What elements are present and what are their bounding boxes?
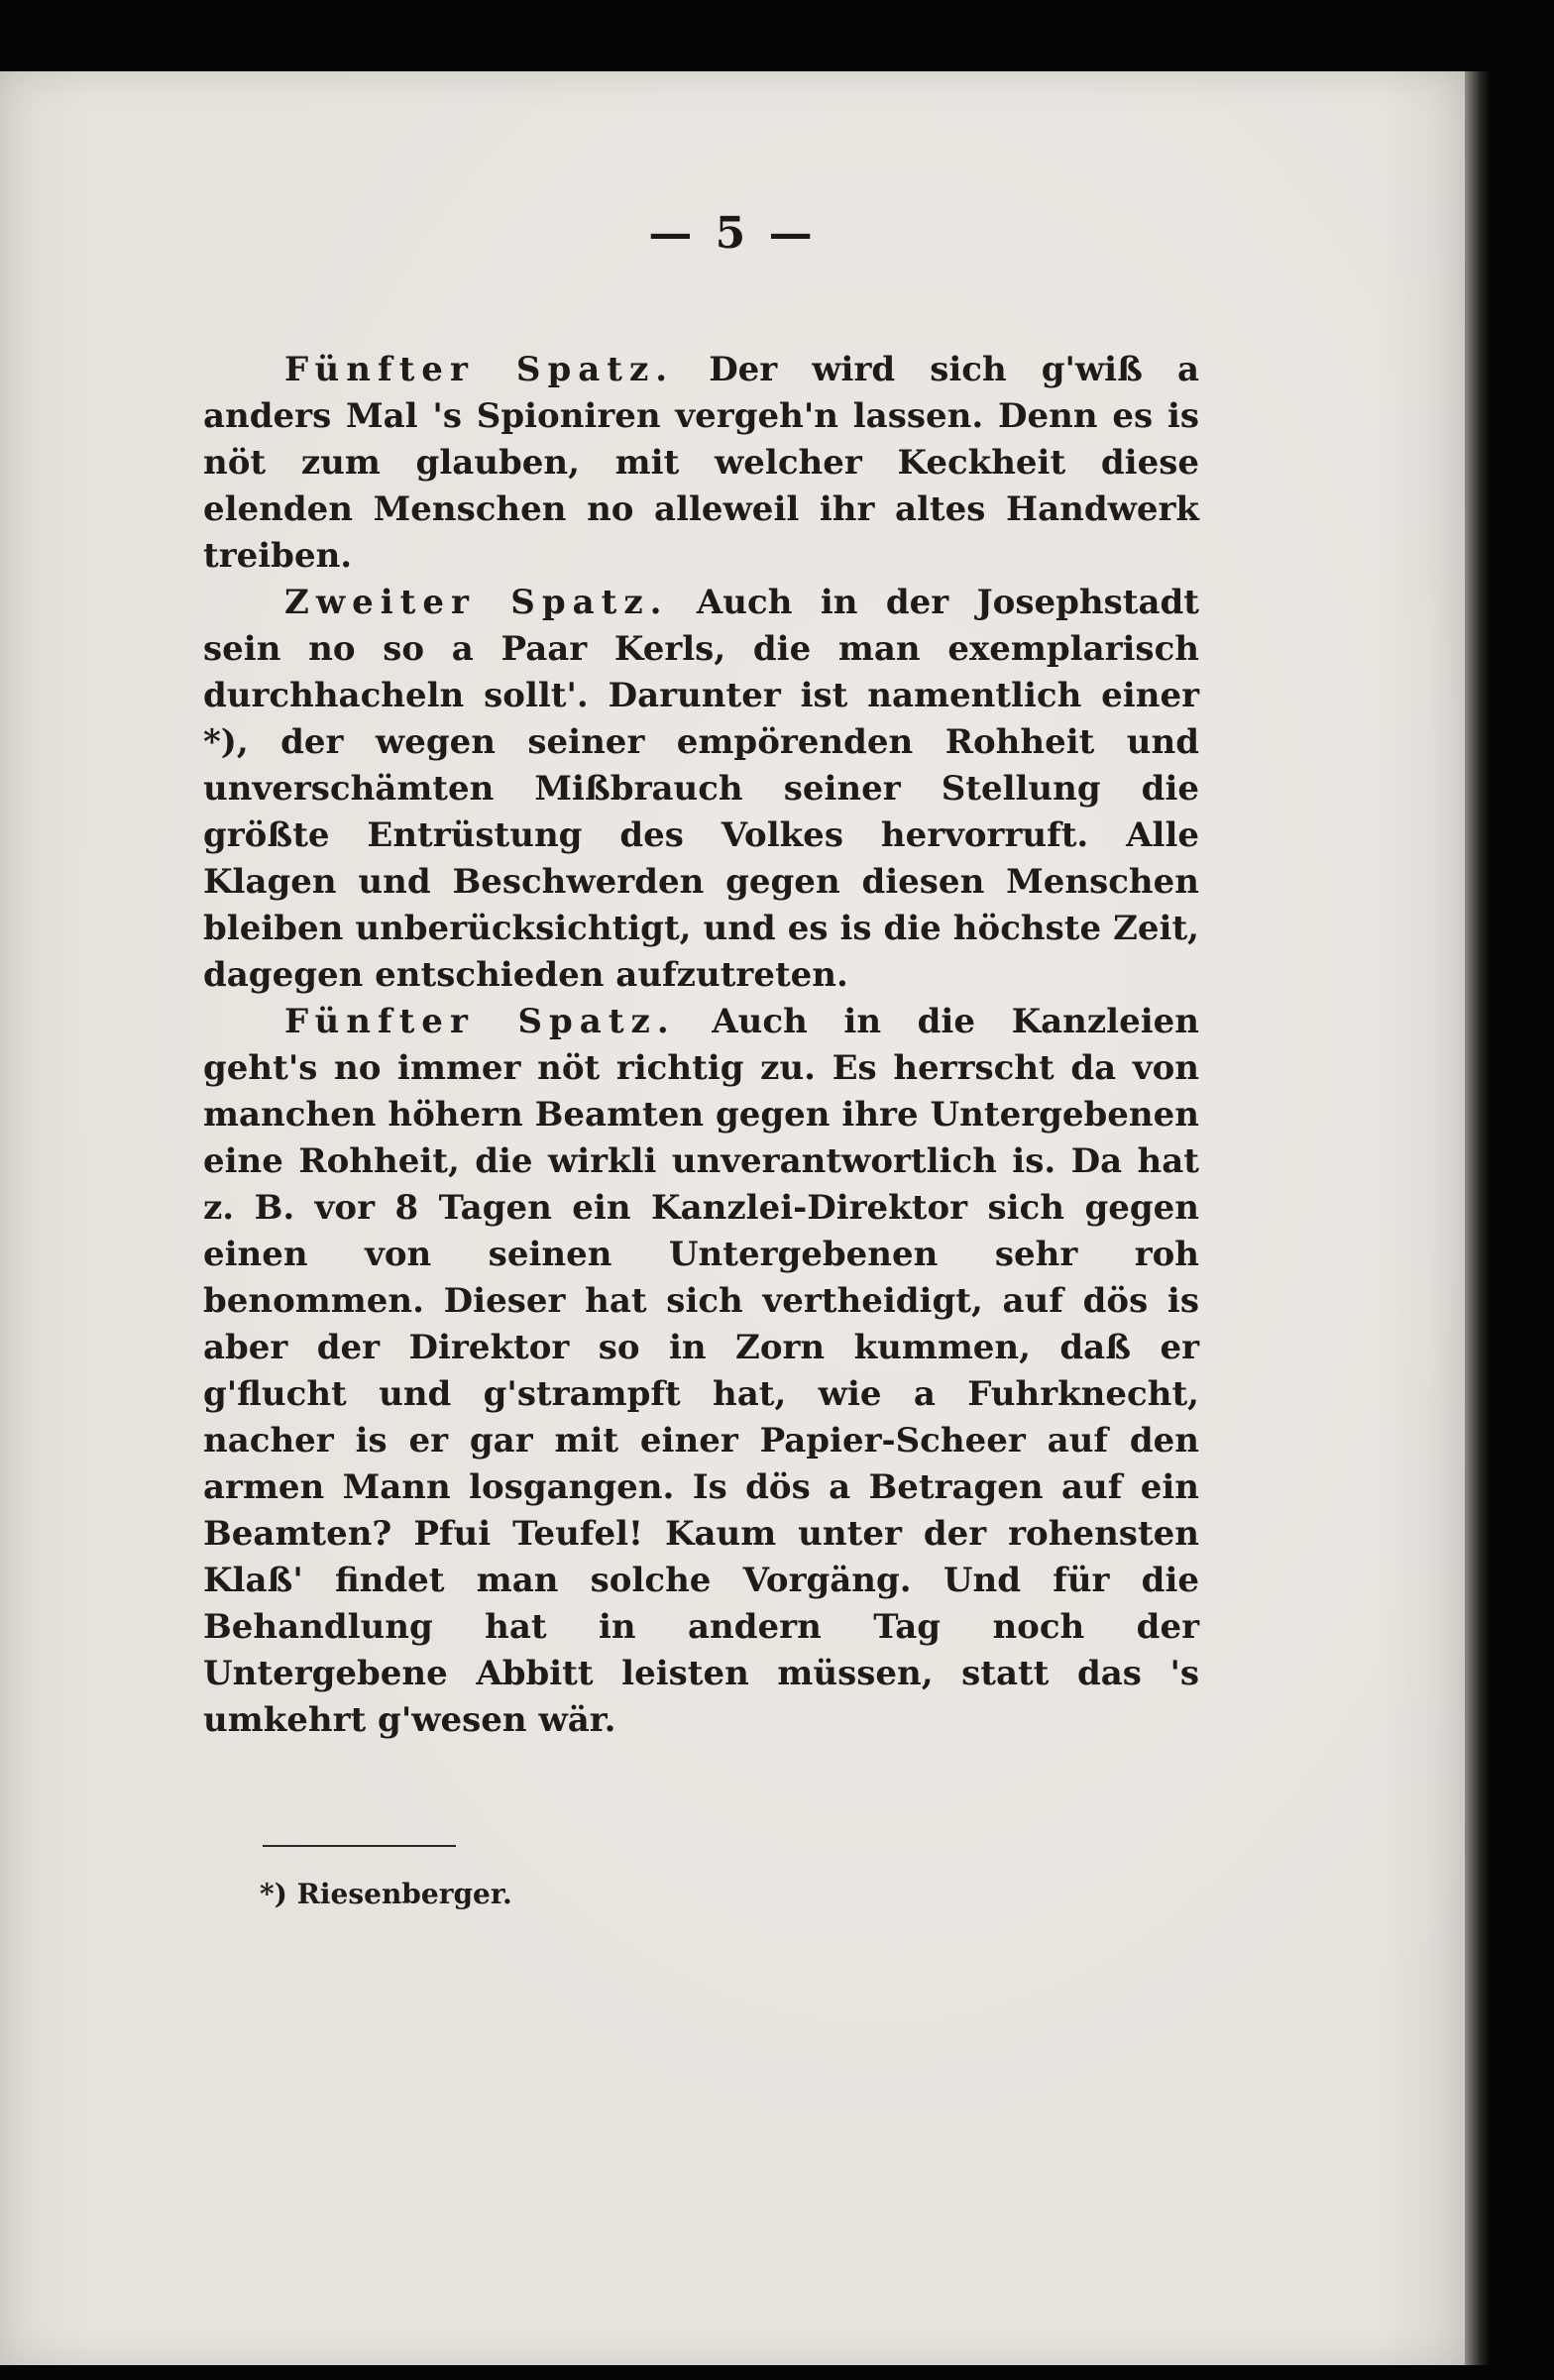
footnote: *) Riesenberger.	[260, 1878, 512, 1910]
speaker-label: Fünfter Spatz.	[284, 350, 675, 389]
paragraph-2	[203, 580, 1199, 999]
paragraph-text: Auch in die Kanzleien geht's no immer nöt richtig zu. Es herrscht da von manchen höhern Beamten gegen ihre Untergebenen eine Rohheit, die wirkli unverantwortlich is. Da hat z. B. vor 8 Tagen ein Kanzlei-Direktor sich gegen einen von seinen Untergebenen sehr roh benommen. Dieser hat sich vertheidigt, auf dös is aber der Direktor so in Zorn kummen, daß er g'flucht und g'strampft hat, wie a Fuhrknecht, nacher is er gar mit einer Papier-Scheer auf den armen Mann losgangen. Is dös a Betragen auf ein Beamten? Pfui Teufel! Kaum unter der rohensten Klaß' findet man solche Vorgäng. Und für die Behandlung hat in andern Tag noch der Untergebene Abbitt leisten müssen, statt das 's umkehrt g'wesen wär.	[203, 1002, 1199, 1740]
page-edge-shadow	[1465, 71, 1491, 2365]
speaker-label: Fünfter Spatz.	[284, 1002, 676, 1041]
paragraph-text: Auch in der Josephstadt sein no so a Paar Kerls, die man exemplarisch durchhacheln sollt'. Darunter ist namentlich einer *), der wegen seiner empörenden Rohheit und unverschämten Mißbrauch seiner Stellung die größte Entrüstung des Volkes hervorruft. Alle Klagen und Beschwerden gegen diesen Menschen bleiben unberücksichtigt, und es is die höchste Zeit, dagegen entschieden aufzutreten.	[203, 583, 1199, 995]
paragraph-3	[203, 999, 1199, 1744]
body-text	[203, 347, 1199, 1744]
speaker-label: Zweiter Spatz.	[284, 583, 669, 622]
paragraph-text: Der wird sich g'wiß a anders Mal 's Spioniren vergeh'n lassen. Denn es is nöt zum glauben, mit welcher Keckheit diese elenden Menschen no alleweil ihr altes Handwerk treiben.	[203, 350, 1199, 576]
footnote-divider	[263, 1845, 456, 1847]
page-number: — 5 —	[648, 208, 817, 259]
paragraph-1	[203, 347, 1199, 580]
